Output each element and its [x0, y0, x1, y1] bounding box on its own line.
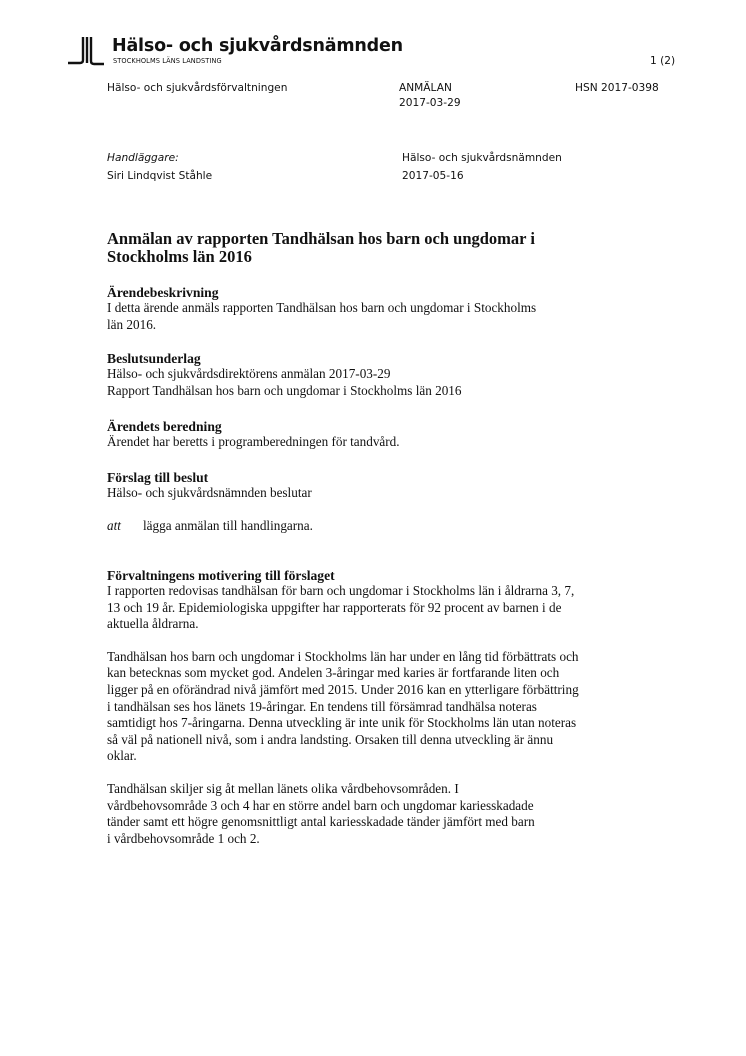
section-heading: Beslutsunderlag — [107, 351, 201, 366]
paragraph: I rapporten redovisas tandhälsan för barn och ungdomar i Stockholms län i åldrarna 3, 7, 13 och 19 år. Epidemiologiska uppgifter har rapporterats för 92 procent av barnen i de aktuella åldrarna. — [107, 583, 575, 632]
organization-subtitle: STOCKHOLMS LÄNS LANDSTING — [113, 57, 222, 65]
decision-att-line — [107, 518, 587, 535]
meeting-date: 2017-05-16 — [402, 170, 464, 182]
handler-label: Handläggare: — [107, 152, 179, 164]
document-title: Anmälan av rapporten Tandhälsan hos barn och ungdomar i Stockholms län 2016 — [107, 229, 535, 266]
att-text: lägga anmälan till handlingarna. — [143, 518, 313, 533]
section-motivering — [107, 568, 587, 847]
section-beslutsunderlag — [107, 351, 587, 399]
section-forslag — [107, 470, 587, 502]
section-line: Hälso- och sjukvårdsdirektörens anmälan 2017-03-29 — [107, 366, 391, 381]
paragraph: Tandhälsan skiljer sig åt mellan länets olika vårdbehovsområden. I vårdbehovsområde 3 och 4 har en större andel barn och ungdomar kariesskadade tänder samt ett högre genomsnittligt antal kariesskadade tänder jämfört med barn i vårdbehovsområde 1 och 2. — [107, 780, 535, 846]
section-beredning — [107, 419, 587, 451]
landsting-logo-icon — [66, 35, 106, 67]
page-number: 1 (2) — [650, 55, 676, 67]
section-text: Ärendet har beretts i programberedningen för tandvård. — [107, 434, 400, 449]
section-text: I detta ärende anmäls rapporten Tandhälsan hos barn och ungdomar i Stockholms län 2016. — [107, 300, 537, 332]
handler-name: Siri Lindqvist Ståhle — [107, 170, 213, 182]
section-heading: Ärendebeskrivning — [107, 285, 219, 300]
department: Hälso- och sjukvårdsförvaltningen — [107, 82, 288, 94]
organization-name: Hälso- och sjukvårdsnämnden — [112, 36, 403, 56]
att-word: att — [107, 518, 121, 533]
section-arendebeskrivning — [107, 285, 587, 333]
section-heading: Förvaltningens motivering till förslaget — [107, 568, 335, 583]
section-line: Rapport Tandhälsan hos barn och ungdomar i Stockholms län 2016 — [107, 382, 462, 398]
section-heading: Förslag till beslut — [107, 470, 209, 485]
section-text: Hälso- och sjukvårdsnämnden beslutar — [107, 485, 312, 500]
case-number: HSN 2017-0398 — [575, 82, 659, 94]
section-heading: Ärendets beredning — [107, 419, 222, 434]
document-type: ANMÄLAN — [399, 82, 452, 94]
recipient: Hälso- och sjukvårdsnämnden — [402, 152, 562, 164]
paragraph: Tandhälsan hos barn och ungdomar i Stockholms län har under en lång tid förbättrats och kan betecknas som mycket god. Andelen 3-åringar med karies är fortfarande liten och ligger på en oförändrad nivå jämfört med 2015. Under 2016 kan en ytterligare förbättring i tandhälsan ses hos länets 19-åringar. En tendens till försämrad tandhälsa noteras samtidigt hos 7-åringarna. Denna utveckling är inte unik för Stockholms län utan noteras så väl på nationell nivå, som i andra landsting. Orsaken till denna utveckling är ännu oklar. — [107, 648, 579, 764]
document-date: 2017-03-29 — [399, 97, 461, 109]
